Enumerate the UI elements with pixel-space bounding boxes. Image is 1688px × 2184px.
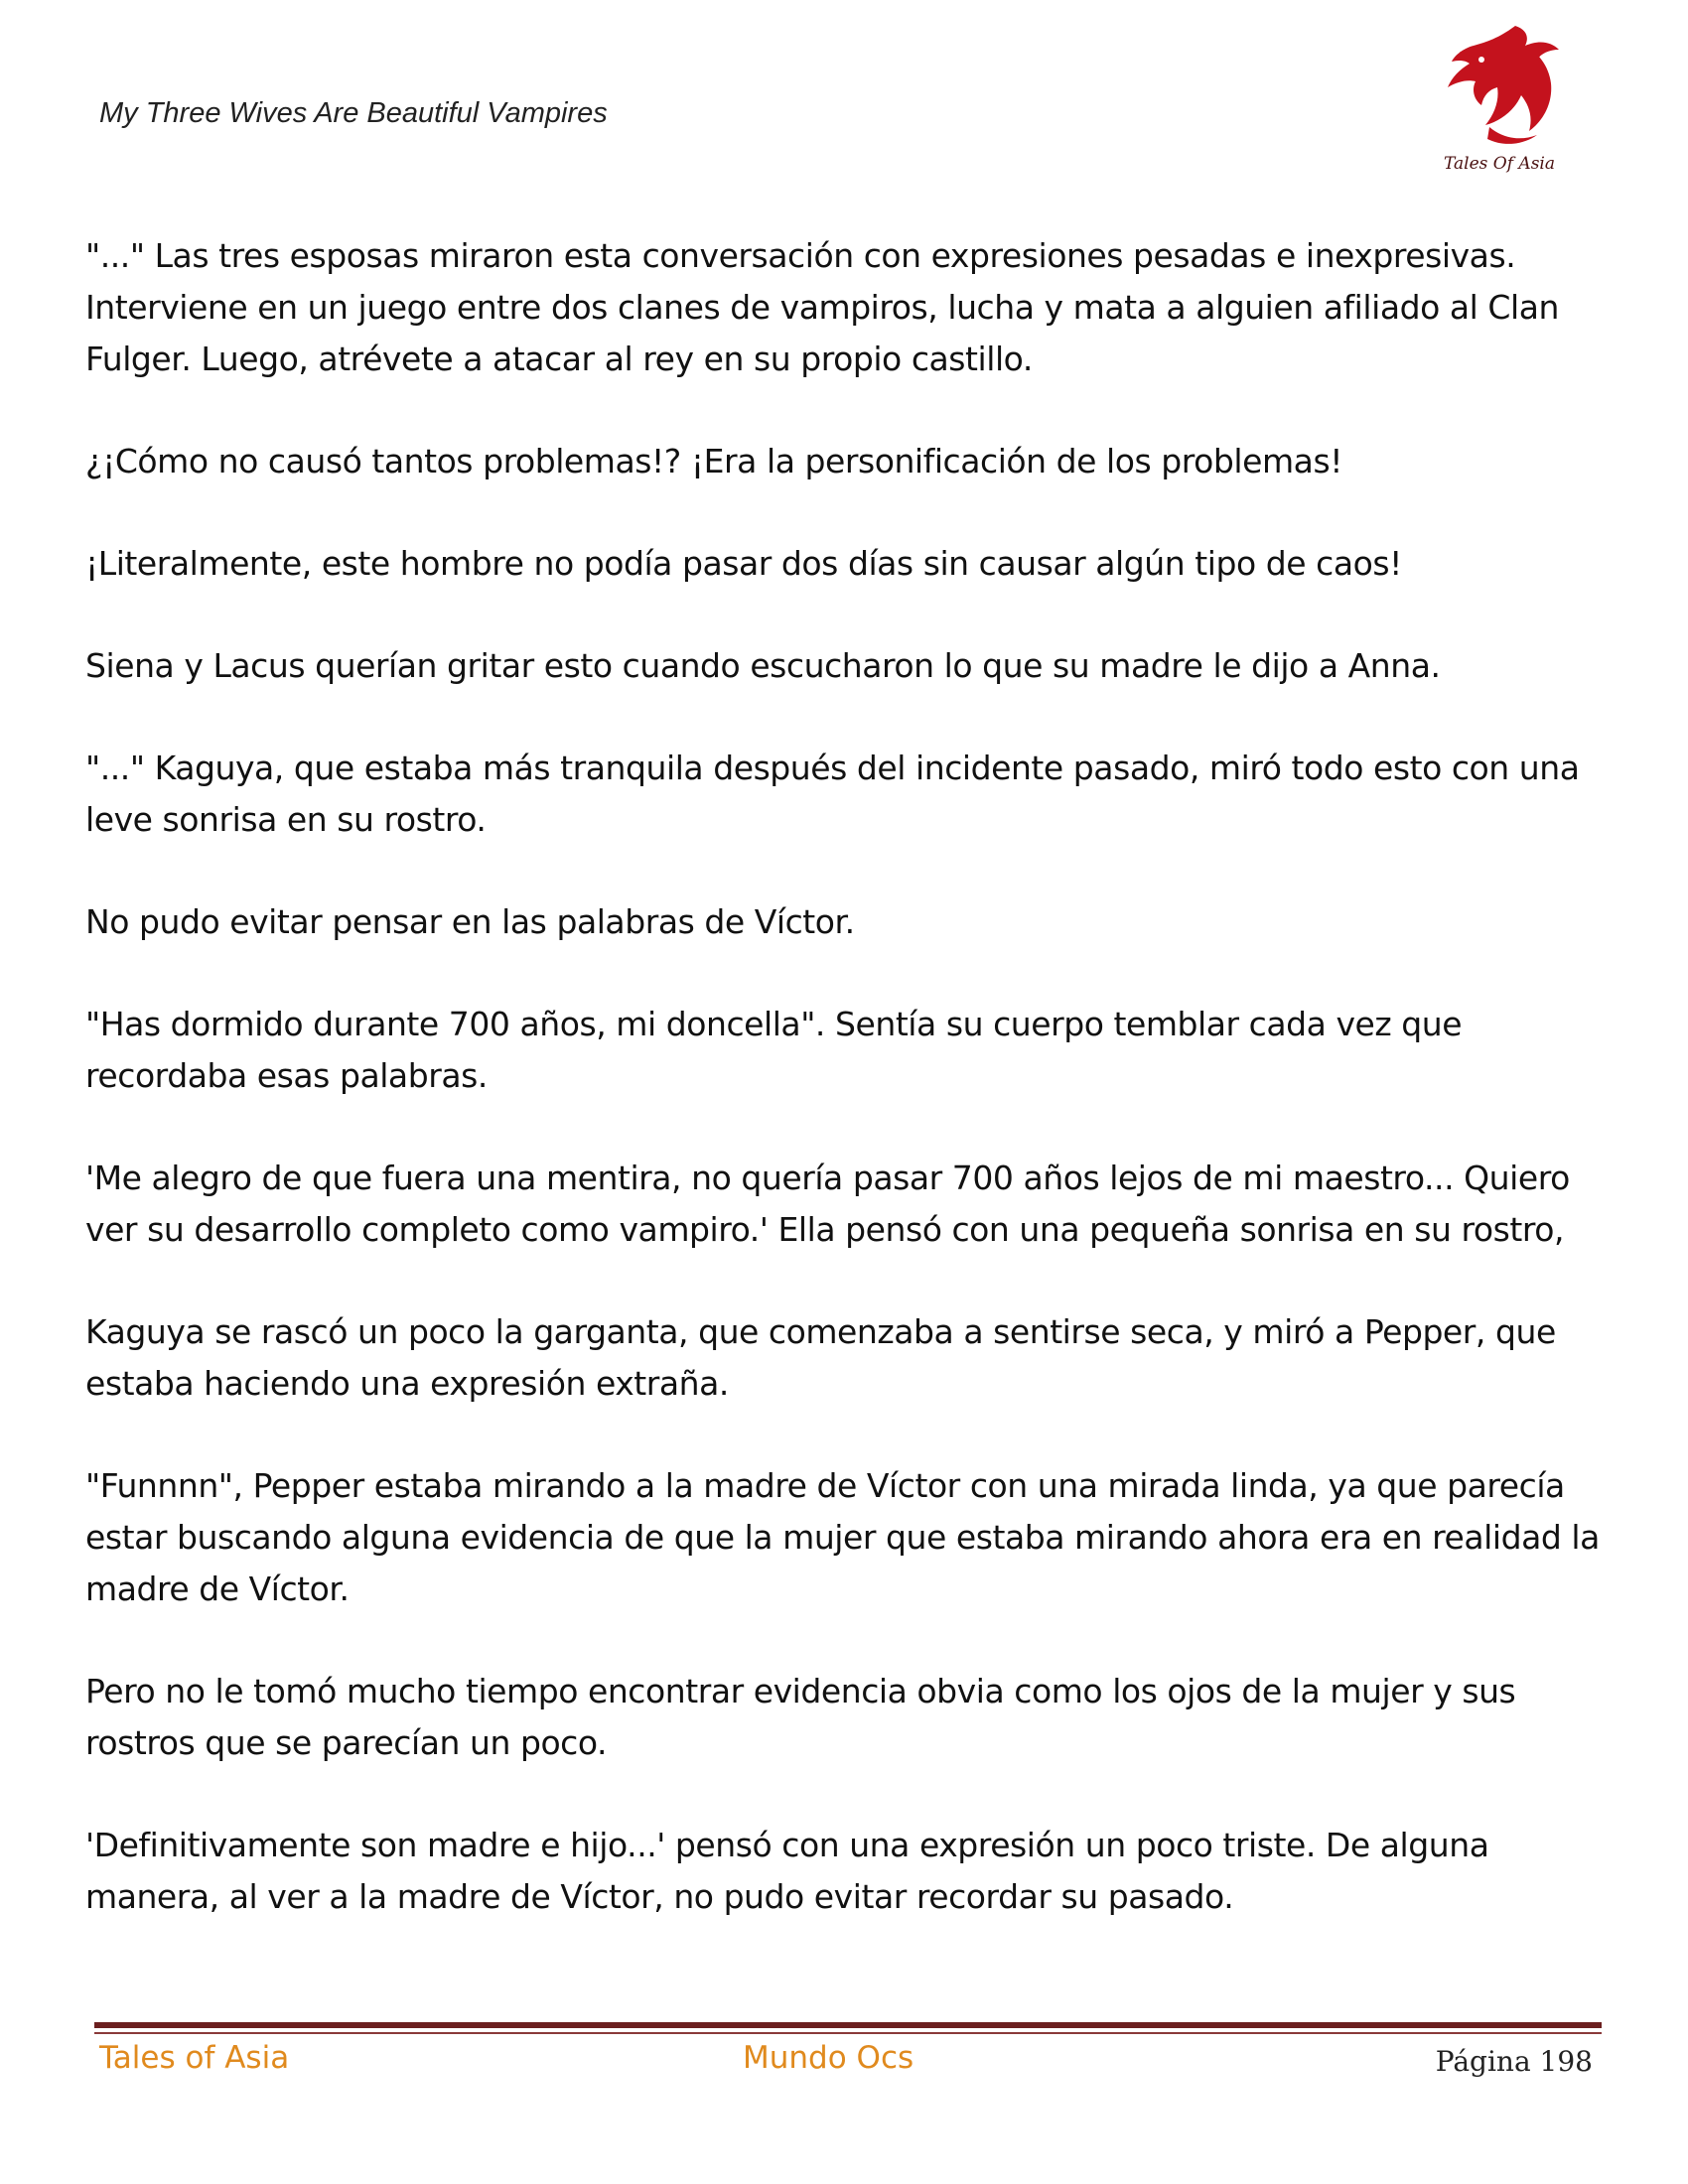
paragraph: "Has dormido durante 700 años, mi doncella". Sentía su cuerpo temblar cada vez que recordaba esas palabras. [85,1005,1463,1095]
page-header-title: My Three Wives Are Beautiful Vampires [99,97,608,129]
paragraph: "..." Kaguya, que estaba más tranquila después del incidente pasado, miró todo esto con una leve sonrisa en su rostro. [85,749,1580,839]
footer-translator: Mundo Ocs [743,2040,914,2076]
paragraph: Kaguya se rascó un poco la garganta, que comenzaba a sentirse seca, y miró a Pepper, que estaba haciendo una expresión extraña. [85,1312,1556,1403]
logo-text: Tales Of Asia [1444,154,1555,174]
paragraph: "..." Las tres esposas miraron esta conversación con expresiones pesadas e inexpresivas. Interviene en un juego entre dos clanes de vampiros, lucha y mata a alguien afiliado al Clan Fulger. Luego, atrévete a atacar al rey en su propio castillo. [85,236,1559,378]
paragraph: 'Definitivamente son madre e hijo...' pensó con una expresión un poco triste. De alguna manera, al ver a la madre de Víctor, no pudo evitar recordar su pasado. [85,1826,1489,1916]
dragon-logo-icon [1430,18,1569,157]
paragraph: Siena y Lacus querían gritar esto cuando escucharon lo que su madre le dijo a Anna. [85,646,1441,685]
footer-divider-thin [94,2032,1602,2034]
paragraph: 'Me alegro de que fuera una mentira, no quería pasar 700 años lejos de mi maestro... Quiero ver su desarrollo completo como vampiro.' Ella pensó con una pequeña sonrisa en su rostro, [85,1159,1570,1249]
page-number: Página 198 [1435,2045,1593,2078]
document-body [85,230,1605,1974]
paragraph: ¡Literalmente, este hombre no podía pasar dos días sin causar algún tipo de caos! [85,544,1402,583]
tales-of-asia-logo [1430,18,1569,182]
footer-source: Tales of Asia [99,2040,290,2076]
paragraph: No pudo evitar pensar en las palabras de Víctor. [85,902,855,941]
paragraph: ¿¡Cómo no causó tantos problemas!? ¡Era la personificación de los problemas! [85,442,1342,480]
paragraph: "Funnnn", Pepper estaba mirando a la madre de Víctor con una mirada linda, ya que parecía estar buscando alguna evidencia de que la mujer que estaba mirando ahora era en realidad la madre de Víctor. [85,1466,1600,1608]
paragraph: Pero no le tomó mucho tiempo encontrar evidencia obvia como los ojos de la mujer y sus rostros que se parecían un poco. [85,1672,1516,1762]
footer-divider [94,2022,1602,2028]
